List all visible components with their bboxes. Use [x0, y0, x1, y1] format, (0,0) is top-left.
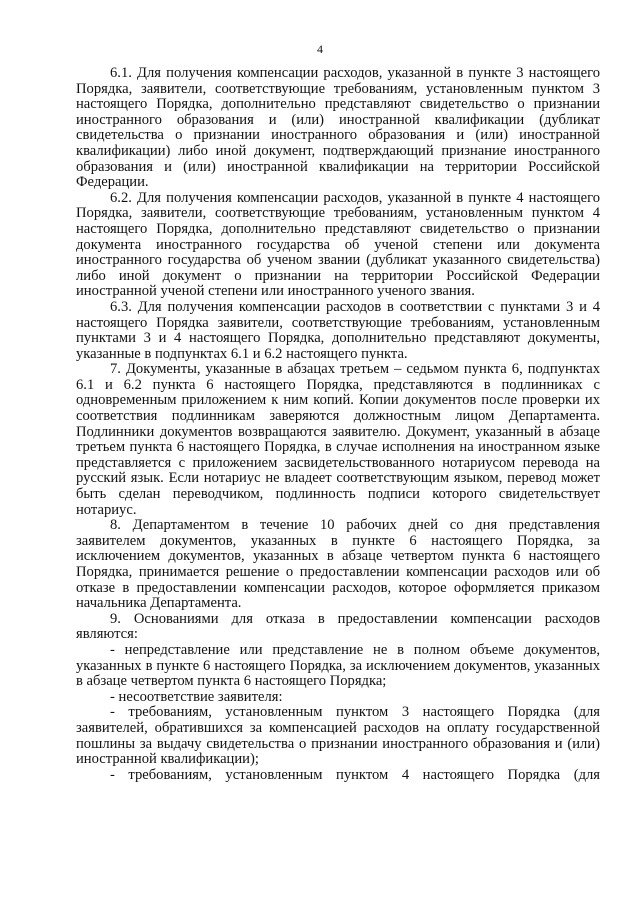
- list-item-requirements-point-3: - требованиям, установленным пунктом 3 настоящего Порядка (для заявителей, обратившихся за компенсацией расходов на оплату государственной пошлины за выдачу свидетельства о признании иностранного образования и (или) иностранной квалификации);: [76, 704, 600, 768]
- paragraph-9: 9. Основаниями для отказа в предоставлении компенсации расходов являются:: [76, 610, 600, 643]
- paragraph-6-3: 6.3. Для получения компенсации расходов в соответствии с пунктами 3 и 4 настоящего Порядка заявители, соответствующие требованиям, установленным пунктами 3 и 4 настоящего Порядка, дополнительно представляют документы, указанные в подпунктах 6.1 и 6.2 настоящего пункта.: [76, 298, 600, 362]
- document-body: [76, 66, 600, 783]
- list-item-nonconformity: - несоответствие заявителя:: [110, 688, 283, 705]
- paragraph-7: 7. Документы, указанные в абзацах третьем – седьмом пункта 6, подпунктах 6.1 и 6.2 пункта 6 настоящего Порядка, представляются в подлинниках с одновременным приложением к ним копий. Копии документов после проверки их соответствия подлинникам заверяются должностным лицом Департамента. Подлинники документов возвращаются заявителю. Документ, указанный в абзаце третьем пункта 6 настоящего Порядка, в случае исполнения на иностранном языке представляется с приложением засвидетельствованного нотариусом перевода на русский язык. Если нотариус не владеет соответствующим языком, перевод может быть сделан переводчиком, подлинность подписи которого свидетельствует нотариус.: [76, 361, 600, 518]
- paragraph-6-2: 6.2. Для получения компенсации расходов, указанной в пункте 4 настоящего Порядка, заявители, соответствующие требованиям, установленным пунктом 4 настоящего Порядка, дополнительно представляют свидетельство о признании документа иностранного государства об ученой степени или документа иностранного государства об ученом звании (дубликат указанного свидетельства) либо иной документ о признании на территории Российской Федерации иностранной ученой степени или иностранного ученого звания.: [76, 189, 600, 300]
- paragraph-6-1: 6.1. Для получения компенсации расходов, указанной в пункте 3 настоящего Порядка, заявители, соответствующие требованиям, установленным пунктом 3 настоящего Порядка, дополнительно представляют свидетельство о признании иностранного образования и (или) иностранной квалификации (дубликат свидетельства о признании иностранного образования и (или) иностранной квалификации) либо иной документ, подтверждающий признание иностранного образования и (или) иностранной квалификации на территории Российской Федерации.: [76, 65, 600, 191]
- page-number: 4: [317, 42, 323, 56]
- paragraph-8: 8. Департаментом в течение 10 рабочих дней со дня представления заявителем документов, указанных в пункте 6 настоящего Порядка, за исключением документов, указанных в абзаце четвертом пункта 6 настоящего Порядка, принимается решение о предоставлении компенсации расходов или об отказе в предоставлении компенсации расходов, которое оформляется приказом начальника Департамента.: [76, 517, 600, 612]
- list-item-nonsubmission: - непредставление или представление не в полном объеме документов, указанных в пункте 6 настоящего Порядка, за исключением документов, указанных в абзаце четвертом пункта 6 настоящего Порядка;: [76, 641, 600, 690]
- list-item-requirements-point-4: - требованиям, установленным пунктом 4 настоящего Порядка (для: [110, 766, 600, 783]
